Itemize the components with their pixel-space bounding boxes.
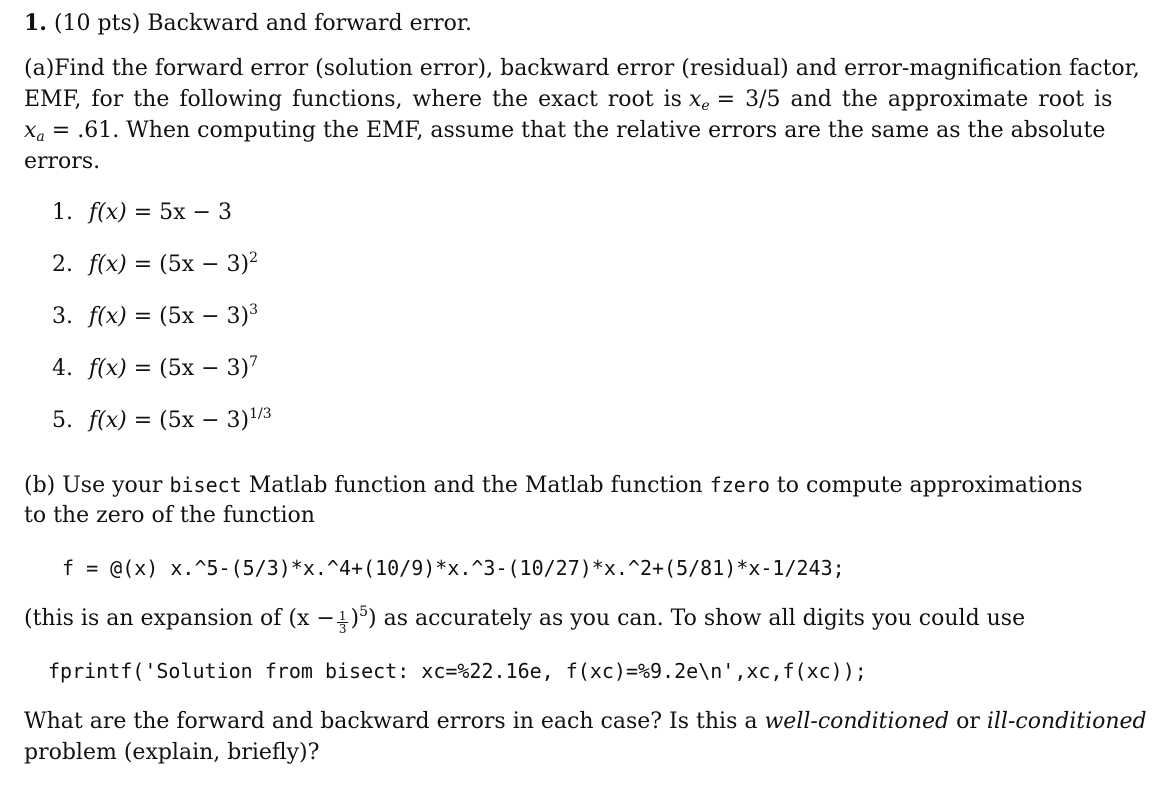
function-item	[52, 252, 258, 278]
function-rhs: = (5x − 3)	[133, 356, 250, 381]
function-lhs: f(x)	[89, 200, 127, 225]
part-b-line-1	[24, 472, 1096, 499]
question-or: or	[956, 709, 980, 734]
approx-root-var: x	[24, 118, 37, 143]
function-item	[52, 200, 232, 226]
question-end: problem (explain, briefly)?	[24, 740, 320, 765]
function-lhs: f(x)	[89, 356, 127, 381]
part-b-label: (b)	[24, 473, 56, 498]
exact-root-var: x	[688, 87, 702, 112]
part-b-end: to compute approximations	[776, 473, 1083, 498]
question-pre: What are the forward and backward errors in each case? Is this a	[24, 709, 758, 734]
function-number: 5.	[52, 408, 73, 433]
function-lhs: f(x)	[89, 408, 127, 433]
fprintf-code: fprintf('Solution from bisect: xc=%22.16e, f(xc)=%9.2e\n',xc,f(xc));	[48, 659, 867, 683]
problem-number: 1.	[24, 10, 47, 36]
function-rhs: = (5x − 3)	[133, 304, 250, 329]
ill-conditioned-term: ill-conditioned	[986, 709, 1147, 734]
function-item	[52, 356, 258, 382]
part-b-mid: Matlab function and the Matlab function	[248, 473, 703, 498]
part-b-line-2-text: to the zero of the function	[24, 503, 315, 528]
fzero-code: fzero	[709, 473, 770, 497]
part-a-line-2-end: = 3/5 and the approximate root is	[716, 87, 1113, 112]
function-rhs: = (5x − 3)	[133, 252, 250, 277]
fraction-denominator: 3	[338, 622, 347, 636]
bisect-code: bisect	[169, 473, 242, 497]
function-exponent: 3	[249, 302, 259, 318]
part-a-line-2-text: EMF, for the following functions, where the exact root is	[24, 87, 682, 112]
function-item	[52, 408, 272, 434]
one-third-fraction	[337, 610, 349, 635]
expansion-post: ) as accurately as you can. To show all digits you could use	[368, 606, 1026, 631]
part-a-line-4-text: errors.	[24, 149, 101, 174]
function-lhs: f(x)	[89, 252, 127, 277]
function-exponent: 1/3	[249, 406, 272, 422]
question-end-line	[24, 740, 319, 766]
part-a-line-2	[24, 87, 1113, 114]
part-a-line-3-text: = .61. When computing the EMF, assume that the relative errors are the same as the absolute	[51, 118, 1106, 143]
problem-heading	[24, 10, 472, 37]
function-definition-code: f = @(x) x.^5-(5/3)*x.^4+(10/9)*x.^3-(10/27)*x.^2+(5/81)*x-1/243;	[62, 556, 845, 580]
function-rhs: = 5x − 3	[133, 200, 232, 225]
function-exponent: 2	[249, 250, 259, 266]
part-b-line-2	[24, 503, 315, 529]
well-conditioned-term: well-conditioned	[764, 709, 950, 734]
function-number: 4.	[52, 356, 73, 381]
exact-root-sub: e	[701, 98, 710, 114]
expansion-exponent: 5	[359, 604, 368, 620]
function-number: 2.	[52, 252, 73, 277]
part-b-use: Use your	[62, 473, 163, 498]
expansion-pre: (this is an expansion of (x −	[24, 606, 335, 631]
part-a-line-1	[24, 56, 1140, 82]
approx-root-sub: a	[36, 129, 45, 145]
part-a-line-3	[24, 118, 1105, 144]
problem-title: Backward and forward error.	[147, 11, 473, 36]
function-lhs: f(x)	[89, 304, 127, 329]
function-exponent: 7	[249, 354, 259, 370]
question-line	[24, 709, 1147, 735]
part-a-label: (a)	[24, 56, 55, 81]
function-item	[52, 304, 258, 330]
part-a-line-4	[24, 149, 100, 175]
function-number: 1.	[52, 200, 73, 225]
function-rhs: = (5x − 3)	[133, 408, 250, 433]
function-number: 3.	[52, 304, 73, 329]
problem-points: (10 pts)	[53, 11, 141, 36]
expansion-line	[24, 606, 1025, 635]
fraction-numerator: 1	[338, 609, 347, 623]
expansion-close: )	[350, 606, 360, 631]
part-a-line-1-text: Find the forward error (solution error), backward error (residual) and error-magnification factor,	[54, 56, 1140, 81]
